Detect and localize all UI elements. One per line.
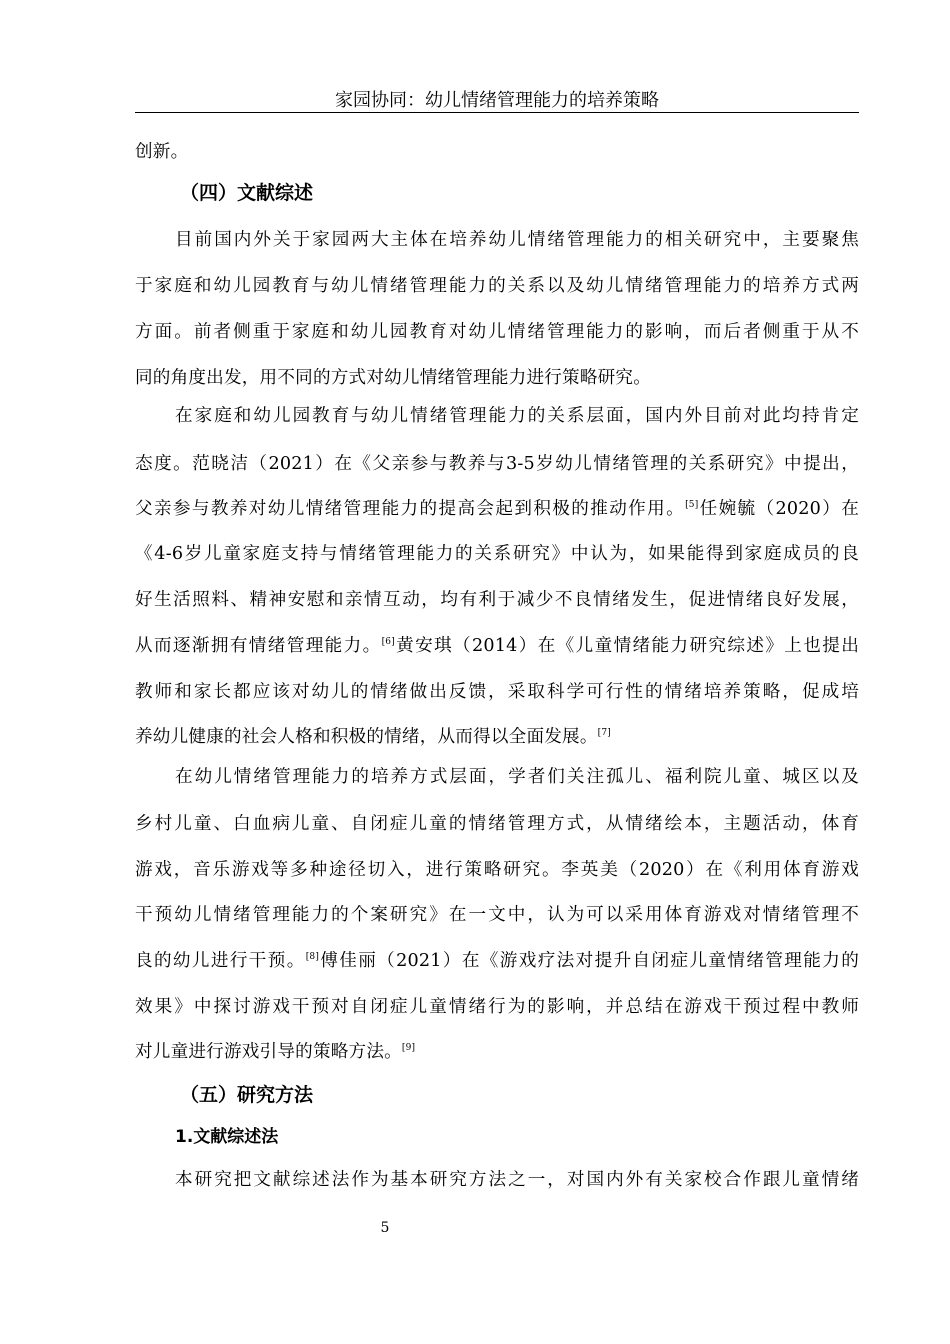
paragraph-line: 创新。 (135, 142, 189, 162)
paragraph-line: 好生活照料、精神安慰和亲情互动，均有利于减少不良情绪发生，促进情绪良好发展， (135, 590, 859, 610)
paragraph-line: 干预幼儿情绪管理能力的个案研究》在一文中，认为可以采用体育游戏对情绪管理不 (135, 905, 859, 925)
paragraph-line: 于家庭和幼儿园教育与幼儿情绪管理能力的关系以及幼儿情绪管理能力的培养方式两 (135, 276, 859, 296)
sentence: 养幼儿健康的社会人格和积极的情绪，从而得以全面发展。 (135, 727, 598, 747)
paragraph-line: 同的角度出发，用不同的方式对幼儿情绪管理能力进行策略研究。 (135, 368, 652, 388)
paragraph-line: 效果》中探讨游戏干预对自闭症儿童情绪行为的影响，并总结在游戏干预过程中教师 (135, 997, 859, 1017)
sentence: 任婉毓（2020）在 (698, 499, 859, 519)
section-heading-research-methods: （五）研究方法 (180, 1084, 314, 1106)
sentence: 黄安琪（2014）在《儿童情绪能力研究综述》上也提出 (394, 636, 859, 656)
paragraph-line: 目前国内外关于家园两大主体在培养幼儿情绪管理能力的相关研究中，主要聚焦 (175, 230, 859, 250)
paragraph-line: 乡村儿童、白血病儿童、自闭症儿童的情绪管理方式，从情绪绘本，主题活动，体育 (135, 814, 859, 834)
paragraph-line: 在家庭和幼儿园教育与幼儿情绪管理能力的关系层面，国内外目前对此均持肯定 (175, 406, 859, 426)
paragraph-line: 《4-6岁儿童家庭支持与情绪管理能力的关系研究》中认为，如果能得到家庭成员的良 (135, 544, 859, 564)
paragraph-line (135, 949, 859, 973)
paragraph-line: 教师和家长都应该对幼儿的情绪做出反馈，采取科学可行性的情绪培养策略，促成培 (135, 682, 859, 702)
paragraph-line (135, 497, 859, 521)
sentence: 父亲参与教养对幼儿情绪管理能力的提高会起到积极的推动作用。 (135, 499, 686, 519)
citation-ref: [8] (305, 952, 320, 962)
citation-ref: [6] (381, 637, 395, 647)
paragraph-line (135, 725, 859, 749)
paragraph-line: 游戏，音乐游戏等多种途径切入，进行策略研究。李英美（2020）在《利用体育游戏 (135, 860, 859, 880)
paragraph-line (135, 634, 859, 658)
sentence: 从而逐渐拥有情绪管理能力。 (135, 636, 382, 656)
subsection-heading-literature-method: 1.文献综述法 (175, 1127, 279, 1147)
paragraph-line: 方面。前者侧重于家庭和幼儿园教育对幼儿情绪管理能力的影响，而后者侧重于从不 (135, 322, 859, 342)
page-number: 5 (380, 1220, 390, 1236)
paragraph-line (135, 1040, 859, 1064)
sentence: 对儿童进行游戏引导的策略方法。 (135, 1042, 402, 1062)
paragraph-line: 态度。范晓洁（2021）在《父亲参与教养与3-5岁幼儿情绪管理的关系研究》中提出， (135, 454, 859, 474)
paragraph-line: 在幼儿情绪管理能力的培养方式层面，学者们关注孤儿、福利院儿童、城区以及 (175, 767, 859, 787)
citation-ref: [9] (401, 1043, 416, 1053)
sentence: 良的幼儿进行干预。 (135, 951, 306, 971)
sentence: 傅佳丽（2021）在《游戏疗法对提升自闭症儿童情绪管理能力的 (319, 951, 859, 971)
section-heading-literature-review: （四）文献综述 (180, 182, 314, 204)
paragraph-line: 本研究把文献综述法作为基本研究方法之一，对国内外有关家校合作跟儿童情绪 (175, 1170, 859, 1190)
citation-ref: [7] (597, 728, 611, 738)
citation-ref: [5] (685, 500, 699, 510)
running-header: 家园协同：幼儿情绪管理能力的培养策略 (135, 90, 859, 113)
